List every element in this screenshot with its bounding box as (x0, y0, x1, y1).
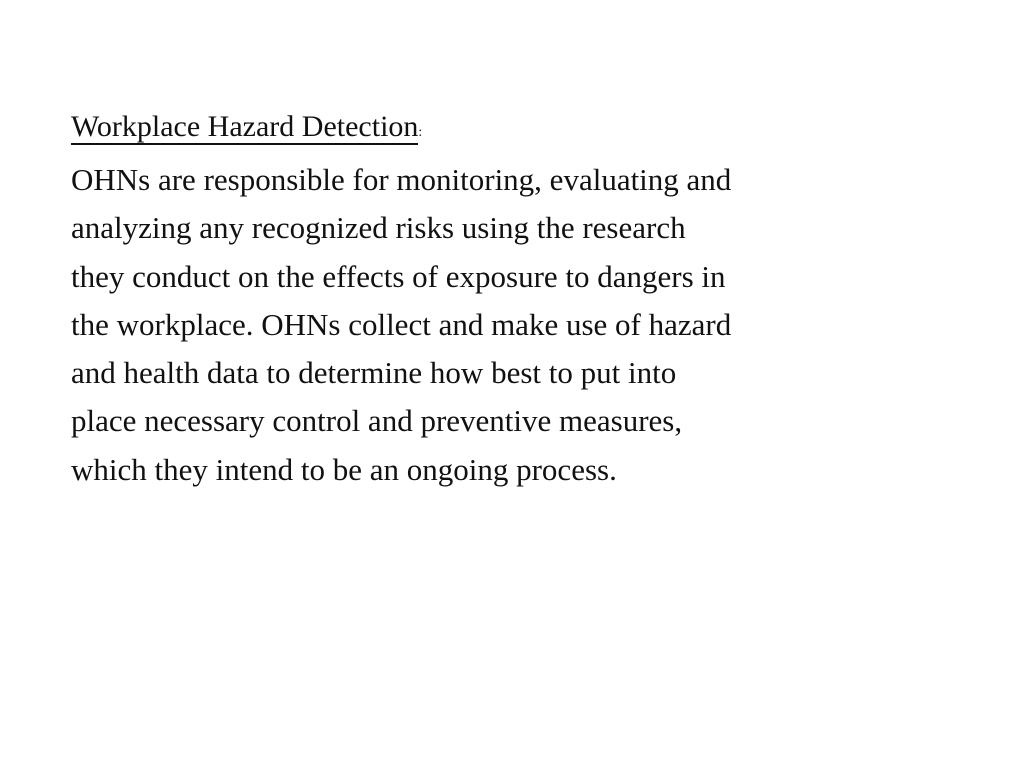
slide-content (71, 104, 961, 494)
body-paragraph: OHNs are responsible for monitoring, evaluating and analyzing any recognized risks using the research they conduct on the effects of exposure to dangers in the workplace. OHNs collect and make use of hazard and health data to determine how best to put into place necessary control and preventive measures, which they intend to be an ongoing process. (71, 162, 732, 487)
heading-title: Workplace Hazard Detection (71, 110, 419, 143)
slide-heading (71, 104, 961, 156)
heading-colon: : (418, 125, 423, 140)
